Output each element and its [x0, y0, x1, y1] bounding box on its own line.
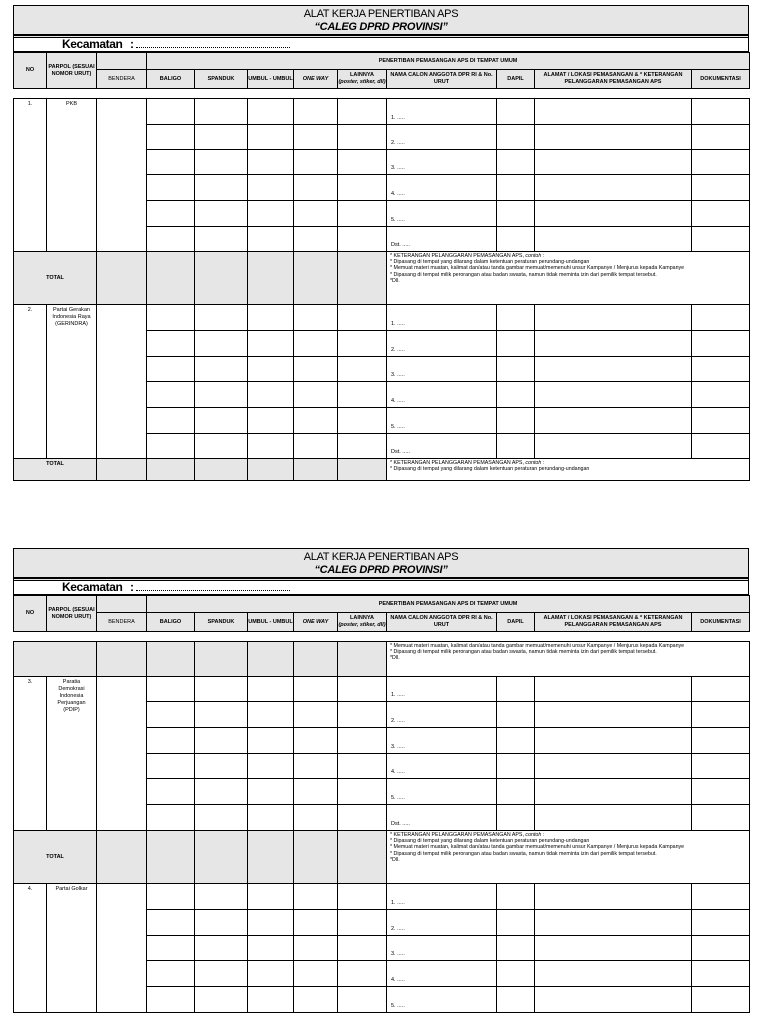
- col-group: PENERTIBAN PEMASANGAN APS DI TEMPAT UMUM: [147, 596, 750, 613]
- col-bendera: BENDERA: [97, 613, 147, 632]
- nama-cell[interactable]: 2. .....: [387, 331, 497, 357]
- col-dapil: DAPIL: [497, 613, 535, 632]
- nama-cell[interactable]: 1. .....: [387, 677, 497, 702]
- col-baligo: BALIGO: [147, 613, 195, 632]
- col-no: NO: [14, 596, 47, 632]
- nama-cell[interactable]: 4. .....: [387, 754, 497, 779]
- col-spanduk: SPANDUK: [195, 70, 248, 89]
- nama-cell[interactable]: 3. .....: [387, 728, 497, 754]
- col-blank: [97, 53, 147, 70]
- col-oneway: ONE WAY: [294, 613, 338, 632]
- col-dokumentasi: DOKUMENTASI: [692, 613, 750, 632]
- kecamatan-row: [13, 581, 749, 595]
- form-title: ALAT KERJA PENERTIBAN APS: [303, 551, 459, 563]
- party-number: 3.: [14, 677, 47, 831]
- col-lainnya: [338, 613, 387, 632]
- col-parpol: PARPOL (SESUAI NOMOR URUT): [47, 596, 97, 632]
- total-label: TOTAL: [14, 831, 97, 884]
- nama-cell[interactable]: 5. .....: [387, 987, 497, 1013]
- nama-cell[interactable]: 2. .....: [387, 702, 497, 728]
- nama-cell[interactable]: 1. .....: [387, 99, 497, 125]
- party-name: PKB: [47, 99, 97, 252]
- bendera-cell[interactable]: [97, 884, 147, 1013]
- kecamatan-field[interactable]: [136, 584, 290, 591]
- kecamatan-row: [13, 38, 749, 52]
- col-parpol: PARPOL (SESUAI NOMOR URUT): [47, 53, 97, 89]
- col-no: NO: [14, 53, 47, 89]
- col-alamat: ALAMAT / LOKASI PEMASANGAN & * KETERANGAN PELANGGARAN PEMASANGAN APS: [535, 613, 692, 632]
- nama-cell[interactable]: 4. .....: [387, 961, 497, 987]
- nama-cell[interactable]: 3. .....: [387, 357, 497, 382]
- bendera-cell[interactable]: [97, 305, 147, 459]
- nama-cell[interactable]: 1. .....: [387, 884, 497, 910]
- nama-cell[interactable]: Dst. .....: [387, 805, 497, 831]
- nama-cell[interactable]: 2. .....: [387, 910, 497, 936]
- nama-cell[interactable]: Dst. .....: [387, 434, 497, 459]
- nama-cell[interactable]: 5. .....: [387, 779, 497, 805]
- party-number: 2.: [14, 305, 47, 459]
- form-page-1: [13, 5, 749, 481]
- bendera-cell[interactable]: [97, 99, 147, 252]
- form-title: ALAT KERJA PENERTIBAN APS: [303, 8, 459, 20]
- form-title-box: [13, 5, 749, 38]
- kecamatan-label: Kecamatan: [62, 580, 123, 594]
- aps-table: [13, 595, 750, 1013]
- party-name: Paratia Demokrasi Indonesia Perjuangan (PDIP): [47, 677, 97, 831]
- nama-cell[interactable]: 1. .....: [387, 305, 497, 331]
- nama-cell[interactable]: Dst. .....: [387, 227, 497, 252]
- col-group: PENERTIBAN PEMASANGAN APS DI TEMPAT UMUM: [147, 53, 750, 70]
- col-bendera: BENDERA: [97, 70, 147, 89]
- nama-cell[interactable]: 5. .....: [387, 201, 497, 227]
- col-lainnya-sub: (poster, stiker, dll): [338, 79, 386, 85]
- violation-notes: * KETERANGAN PELANGGARAN PEMASANGAN APS, contoh : * Dipasang di tempat yang dilarang dalam ketentuan peraturan perundang-undangan * Memuat materi muatan, kalimat dan/atau tanda gambar memuat/memenuhi unsur Kampanye / Menjurus kepada Kampanye * Dipasang di tempat milik perorangan atau badan swasta, namun tidak meminta izin dari pemilik tempat tersebut. *Dll.: [387, 831, 750, 884]
- total-label: TOTAL: [14, 459, 97, 481]
- form-page-2: [13, 548, 749, 1013]
- col-lainnya-label: LAINNYA: [350, 72, 374, 78]
- nama-cell[interactable]: 2. .....: [387, 125, 497, 150]
- col-blank: [97, 596, 147, 613]
- form-title-box: [13, 548, 749, 581]
- nama-cell[interactable]: 4. .....: [387, 382, 497, 408]
- col-spanduk: SPANDUK: [195, 613, 248, 632]
- col-lainnya: [338, 70, 387, 89]
- violation-notes: * KETERANGAN PELANGGARAN PEMASANGAN APS, contoh : * Dipasang di tempat yang dilarang dalam ketentuan peraturan perundang-undangan * Memuat materi muatan, kalimat dan/atau tanda gambar memuat/memenuhi unsur Kampanye / Menjurus kepada Kampanye * Dipasang di tempat milik perorangan atau badan swasta, namun tidak meminta izin dari pemilik tempat tersebut. *Dll.: [387, 252, 750, 305]
- col-dapil: DAPIL: [497, 70, 535, 89]
- nama-cell[interactable]: 3. .....: [387, 936, 497, 961]
- col-lainnya-label: LAINNYA: [350, 615, 374, 621]
- violation-notes: * Memuat materi muatan, kalimat dan/atau tanda gambar memuat/memenuhi unsur Kampanye / Menjurus kepada Kampanye * Dipasang di tempat milik perorangan atau badan swasta, namun tidak meminta izin dari pemilik tempat tersebut. *Dll.: [387, 642, 750, 677]
- nama-cell[interactable]: 5. .....: [387, 408, 497, 434]
- title-rule: [14, 577, 748, 579]
- col-umbul: UMBUL - UMBUL: [248, 70, 294, 89]
- col-nama: NAMA CALON ANGGOTA DPR RI & No. URUT: [387, 613, 497, 632]
- col-nama: NAMA CALON ANGGOTA DPR RI & No. URUT: [387, 70, 497, 89]
- title-rule: [14, 34, 748, 36]
- col-umbul: UMBUL - UMBUL: [248, 613, 294, 632]
- col-oneway: ONE WAY: [294, 70, 338, 89]
- kecamatan-field[interactable]: [136, 41, 290, 48]
- party-number: 4.: [14, 884, 47, 1013]
- kecamatan-label: Kecamatan: [62, 37, 123, 51]
- party-name: Partai Golkar: [47, 884, 97, 1013]
- nama-cell[interactable]: 3. .....: [387, 150, 497, 175]
- form-subtitle: “CALEG DPRD PROVINSI”: [314, 21, 448, 33]
- col-lainnya-sub: (poster, stiker, dll): [338, 622, 386, 628]
- aps-table: [13, 52, 750, 481]
- violation-notes: * KETERANGAN PELANGGARAN PEMASANGAN APS, contoh : * Dipasang di tempat yang dilarang dalam ketentuan peraturan perundang-undangan: [387, 459, 750, 481]
- bendera-cell[interactable]: [97, 677, 147, 831]
- col-baligo: BALIGO: [147, 70, 195, 89]
- kecamatan-colon: :: [130, 37, 134, 51]
- total-label: TOTAL: [14, 252, 97, 305]
- kecamatan-colon: :: [130, 580, 134, 594]
- form-subtitle: “CALEG DPRD PROVINSI”: [314, 564, 448, 576]
- party-number: 1.: [14, 99, 47, 252]
- party-name: Partai Gerakan Indonesia Raya (GERINDRA): [47, 305, 97, 459]
- nama-cell[interactable]: 4. .....: [387, 175, 497, 201]
- col-alamat: ALAMAT / LOKASI PEMASANGAN & * KETERANGAN PELANGGARAN PEMASANGAN APS: [535, 70, 692, 89]
- col-dokumentasi: DOKUMENTASI: [692, 70, 750, 89]
